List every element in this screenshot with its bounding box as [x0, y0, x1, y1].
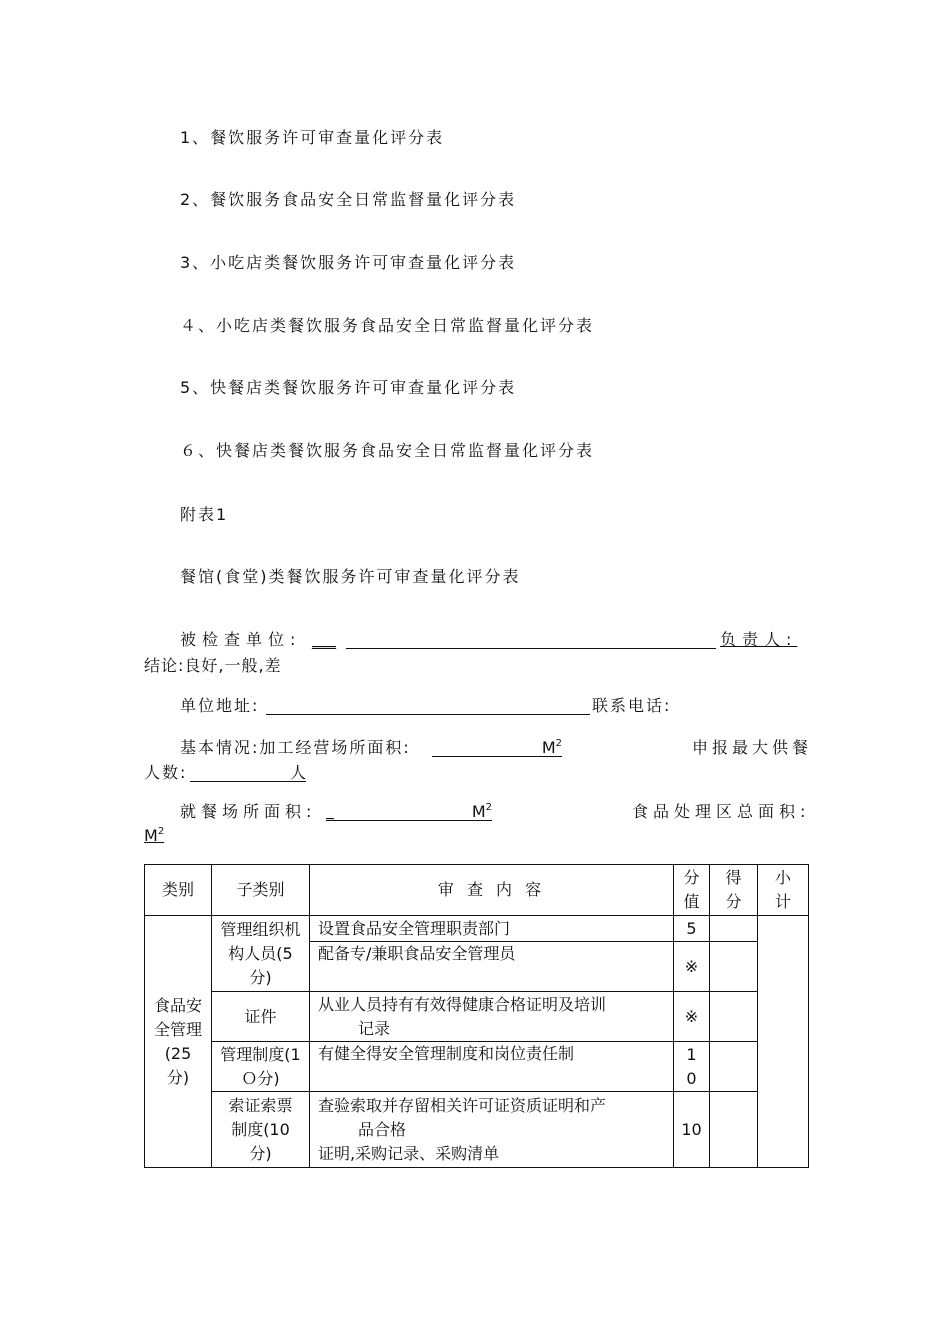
food-m2-power: 2 — [157, 826, 165, 837]
people-count-input[interactable] — [190, 763, 306, 782]
people-unit: 人 — [289, 763, 306, 782]
points-cell: 5 — [674, 916, 710, 942]
score-input[interactable] — [710, 942, 758, 992]
points-cell: 10 — [674, 1042, 710, 1092]
table-row — [145, 1092, 809, 1168]
content-line: 从业人员持有有效得健康合格证明及培训 — [318, 994, 607, 1014]
subcategory-cell: 管理制度(1Ｏ分) — [212, 1042, 310, 1092]
content-cell — [310, 1092, 674, 1168]
m2-power: 2 — [555, 738, 562, 749]
score-table — [144, 864, 809, 1168]
points-cell: ※ — [674, 942, 710, 992]
inspected-unit-label: 被检查单位: — [180, 630, 302, 649]
toc-item-3: 3、小吃店类餐饮服务许可审查量化评分表 — [180, 253, 517, 272]
food-area-unit — [144, 826, 164, 846]
score-input[interactable] — [710, 992, 758, 1042]
toc-item-5: 5、快餐店类餐饮服务许可审查量化评分表 — [180, 378, 517, 397]
score-input[interactable] — [710, 916, 758, 942]
content-cell: 配备专/兼职食品安全管理员 — [310, 942, 674, 992]
header-subtotal: 小计 — [758, 865, 809, 916]
content-line: 记录 — [358, 1018, 391, 1038]
content-line: 证明,采购记录、采购清单 — [318, 1143, 500, 1163]
header-score: 得分 — [710, 865, 758, 916]
table-row — [145, 992, 809, 1042]
content-cell: 有健全得安全管理制度和岗位责任制 — [310, 1042, 674, 1092]
phone-label: 联系电话: — [592, 696, 672, 715]
table-row — [145, 916, 809, 942]
food-area-label: 食品处理区总面积: — [632, 802, 811, 821]
content-cell: 设置食品安全管理职责部门 — [310, 916, 674, 942]
content-line: 品合格 — [358, 1119, 407, 1139]
responsible-person-label: 负责人: — [720, 630, 798, 649]
toc-item-2: 2、餐饮服务食品安全日常监督量化评分表 — [180, 190, 517, 209]
people-count-label: 人数: — [144, 763, 188, 782]
inspected-unit-gap: ___ — [312, 630, 336, 649]
inspected-unit-input[interactable] — [346, 630, 716, 649]
score-input[interactable] — [710, 1092, 758, 1168]
operating-area-input[interactable] — [432, 738, 562, 757]
points-cell: 10 — [674, 1092, 710, 1168]
table-row — [145, 1042, 809, 1092]
header-content: 审 查 内 容 — [310, 865, 674, 916]
toc-item-1: 1、餐饮服务许可审查量化评分表 — [180, 128, 445, 147]
unit-address-input[interactable] — [266, 696, 590, 715]
dining-m2-unit: M — [471, 802, 486, 821]
basic-info-label: 基本情况:加工经营场所面积: — [180, 738, 411, 757]
dining-area-gap: _ — [326, 802, 334, 821]
toc-item-6: ６、快餐店类餐饮服务食品安全日常监督量化评分表 — [180, 441, 595, 460]
score-input[interactable] — [710, 1042, 758, 1092]
content-cell — [310, 992, 674, 1042]
subcategory-cell: 证件 — [212, 992, 310, 1042]
category-cell: 食品安全管理(25分) — [145, 916, 212, 1168]
dining-area-label: 就餐场所面积: — [180, 802, 317, 821]
toc-item-4: ４、小吃店类餐饮服务食品安全日常监督量化评分表 — [180, 316, 595, 335]
subcategory-cell: 管理组织机构人员(5分) — [212, 916, 310, 992]
points-cell: ※ — [674, 992, 710, 1042]
dining-area-input[interactable] — [334, 802, 492, 821]
header-points: 分值 — [674, 865, 710, 916]
dining-m2-power: 2 — [485, 802, 492, 813]
subtotal-input[interactable] — [758, 916, 809, 1168]
m2-unit: M — [541, 738, 556, 757]
food-m2-unit: M — [144, 826, 158, 845]
content-line: 查验索取并存留相关许可证资质证明和产 — [318, 1095, 607, 1115]
appendix-label: 附表1 — [180, 505, 229, 524]
form-title: 餐馆(食堂)类餐饮服务许可审查量化评分表 — [180, 567, 521, 586]
conclusion-text: 结论:良好,一般,差 — [144, 656, 282, 675]
unit-address-label: 单位地址: — [180, 696, 260, 715]
header-subcategory: 子类别 — [212, 865, 310, 916]
table-header-row — [145, 865, 809, 916]
max-meals-label: 申报最大供餐 — [692, 738, 813, 757]
header-category: 类别 — [145, 865, 212, 916]
subcategory-cell: 索证索票制度(10分) — [212, 1092, 310, 1168]
